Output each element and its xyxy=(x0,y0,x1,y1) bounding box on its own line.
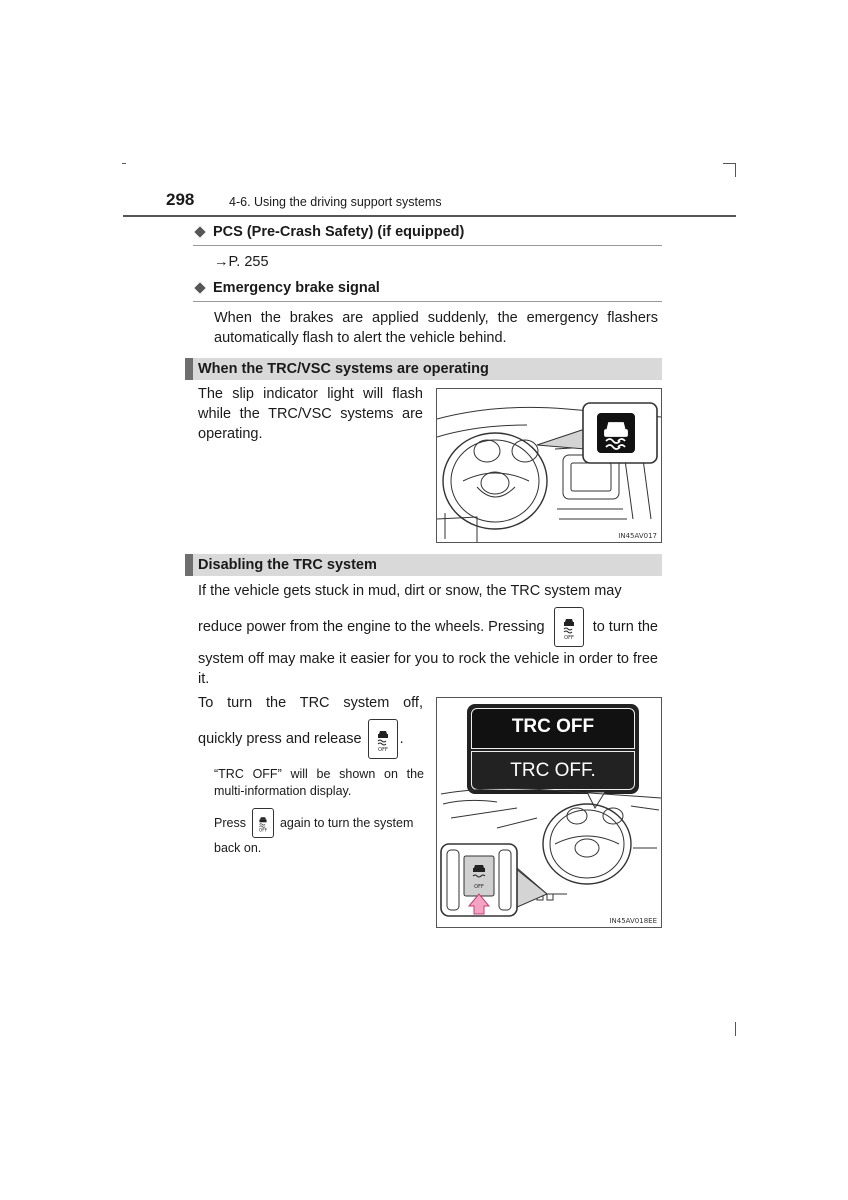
pcs-heading xyxy=(193,224,464,240)
press-again-b1: again to turn the system xyxy=(279,815,414,830)
disable-trc-band xyxy=(185,554,662,576)
ebs-rule xyxy=(193,301,662,302)
dashboard-illustration xyxy=(437,698,661,927)
disable-para-line1: If the vehicle gets stuck in mud, dirt or snow, the TRC system may xyxy=(198,583,622,599)
header-rule xyxy=(123,215,736,217)
pcs-rule xyxy=(193,245,662,246)
ebs-heading xyxy=(193,280,380,296)
ebs-body: When the brakes are applied suddenly, the emergency flashers automatically flash to alert the vehicle behind. xyxy=(214,310,658,346)
crop-mark-top-left xyxy=(122,163,126,164)
disable-para-line2 xyxy=(198,607,658,647)
turn-off-line1: To turn the TRC system off, xyxy=(198,695,423,711)
diamond-bullet-icon xyxy=(194,226,205,237)
trc-off-button-icon xyxy=(464,856,494,896)
trc-vsc-band xyxy=(185,358,662,380)
press-again-line xyxy=(214,808,426,838)
turn-off-line2-text: quickly press and release xyxy=(198,731,362,747)
disable-para-line2b: to turn the xyxy=(592,619,658,635)
switch-off-text: OFF xyxy=(258,828,268,834)
press-again-b2: back on. xyxy=(214,841,262,855)
trc-off-note: “TRC OFF” will be shown on the multi-information display. xyxy=(214,767,424,798)
trc-off-switch-icon xyxy=(554,607,584,647)
trc-vsc-body: The slip indicator light will flash while the TRC/VSC systems are operating. xyxy=(198,386,423,442)
switch-off-text: OFF xyxy=(377,747,388,753)
pcs-reference: →P. 255 xyxy=(214,254,269,270)
trc-off-switch-icon xyxy=(252,808,274,838)
diamond-bullet-icon xyxy=(194,282,205,293)
pcs-heading-text: PCS (Pre-Crash Safety) (if equipped) xyxy=(213,224,465,240)
turn-off-period: . xyxy=(399,731,404,747)
crop-mark-top-right-v xyxy=(735,163,736,177)
crop-mark-bottom-right xyxy=(735,1022,736,1036)
display-bottom-text: TRC OFF. xyxy=(510,760,596,781)
switch-off-text: OFF xyxy=(563,635,574,641)
figure-code: IN45AV018EE xyxy=(609,917,657,925)
figure-code: IN45AV017 xyxy=(618,532,657,540)
disable-para-line3: system off may make it easier for you to rock the vehicle in order to free it. xyxy=(198,651,658,687)
slip-indicator-figure xyxy=(436,388,662,543)
trc-vsc-band-title: When the TRC/VSC systems are operating xyxy=(198,361,489,377)
section-title: 4-6. Using the driving support systems xyxy=(229,195,442,209)
page-number: 298 xyxy=(166,190,195,209)
trc-off-figure xyxy=(436,697,662,928)
trc-off-switch-icon xyxy=(368,719,398,759)
ebs-heading-text: Emergency brake signal xyxy=(213,280,380,296)
dashboard-illustration xyxy=(437,389,661,542)
turn-off-line2 xyxy=(198,719,404,759)
disable-para-line2a: reduce power from the engine to the wheels. Pressing xyxy=(198,619,545,635)
display-top-text: TRC OFF xyxy=(511,716,595,737)
button-off-text: OFF xyxy=(474,884,484,890)
press-again-a: Press xyxy=(214,815,246,830)
disable-trc-band-title: Disabling the TRC system xyxy=(198,557,377,573)
